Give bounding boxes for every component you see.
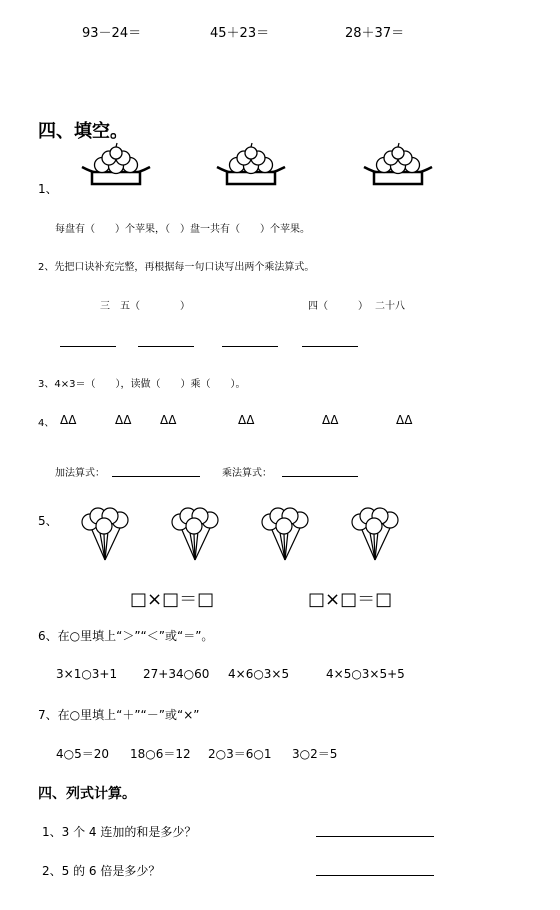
- multiplication-answer-blank[interactable]: [282, 476, 358, 477]
- answer-blank[interactable]: [138, 346, 194, 347]
- multiplication-label: 乘法算式：: [222, 468, 272, 479]
- top-problem-2: 45＋23＝: [210, 26, 270, 41]
- addition-label: 加法算式：: [55, 468, 105, 479]
- operator-item: 2○3＝6○1: [208, 747, 272, 761]
- addition-answer-blank[interactable]: [112, 476, 200, 477]
- word-problem-1: 1、3 个 4 连加的和是多少？: [42, 825, 197, 839]
- operator-item: 4○5＝20: [56, 747, 110, 761]
- question-2-right-rhyme-b: 二十八: [375, 301, 405, 312]
- balloon-bunch-icon: [350, 508, 400, 562]
- balloon-bunch-icon: [170, 508, 220, 562]
- top-problem-1: 93－24＝: [82, 26, 142, 41]
- word-problem-1-answer-blank[interactable]: [316, 836, 434, 837]
- compare-item: 4×6○3×5: [228, 667, 290, 681]
- plate-of-apples-icon: [215, 145, 287, 187]
- balloon-bunch-icon: [260, 508, 310, 562]
- question-2-text: 2、先把口诀补充完整，再根据每一句口诀写出两个乘法算式。: [38, 262, 315, 273]
- top-problem-3: 28＋37＝: [345, 26, 405, 41]
- question-5-number: 5、: [38, 514, 58, 528]
- plate-of-apples-icon: [80, 145, 152, 187]
- compare-item: 3×1○3+1: [56, 667, 118, 681]
- plate-of-apples-icon: [362, 145, 434, 187]
- triangle-group: ΔΔ: [238, 413, 255, 427]
- answer-blank[interactable]: [302, 346, 358, 347]
- word-problem-2: 2、5 的 6 倍是多少？: [42, 864, 161, 878]
- triangle-group: ΔΔ: [160, 413, 177, 427]
- question-4-number: 4、: [38, 418, 55, 429]
- triangle-group: ΔΔ: [115, 413, 132, 427]
- question-2-left-rhyme: 三 五（ ）: [100, 301, 190, 312]
- compare-item: 27+34○60: [143, 667, 210, 681]
- word-problem-2-answer-blank[interactable]: [316, 875, 434, 876]
- balloon-bunch-icon: [80, 508, 130, 562]
- triangle-group: ΔΔ: [396, 413, 413, 427]
- equation-boxes-left: □×□＝□: [130, 589, 215, 610]
- triangle-group: ΔΔ: [60, 413, 77, 427]
- section-heading-list-calc: 四、列式计算。: [38, 786, 136, 802]
- triangle-group: ΔΔ: [322, 413, 339, 427]
- equation-boxes-right: □×□＝□: [308, 589, 393, 610]
- section-heading-fill-in: 四、填空。: [38, 121, 128, 142]
- answer-blank[interactable]: [222, 346, 278, 347]
- question-1-number: 1、: [38, 182, 58, 196]
- compare-item: 4×5○3×5+5: [326, 667, 405, 681]
- operator-item: 18○6＝12: [130, 747, 191, 761]
- operator-item: 3○2＝5: [292, 747, 338, 761]
- question-2-right-rhyme-a: 四（ ）: [308, 301, 368, 312]
- answer-blank[interactable]: [60, 346, 116, 347]
- question-6-text: 6、在○里填上“＞”“＜”或“＝”。: [38, 629, 214, 643]
- question-1-text: 每盘有（ ）个苹果，（ ）盘一共有（ ）个苹果。: [55, 224, 310, 235]
- question-3-text: 3、4×3＝（ ），读做（ ）乘（ ）。: [38, 379, 246, 390]
- question-7-text: 7、在○里填上“＋”“－”或“×”: [38, 708, 200, 722]
